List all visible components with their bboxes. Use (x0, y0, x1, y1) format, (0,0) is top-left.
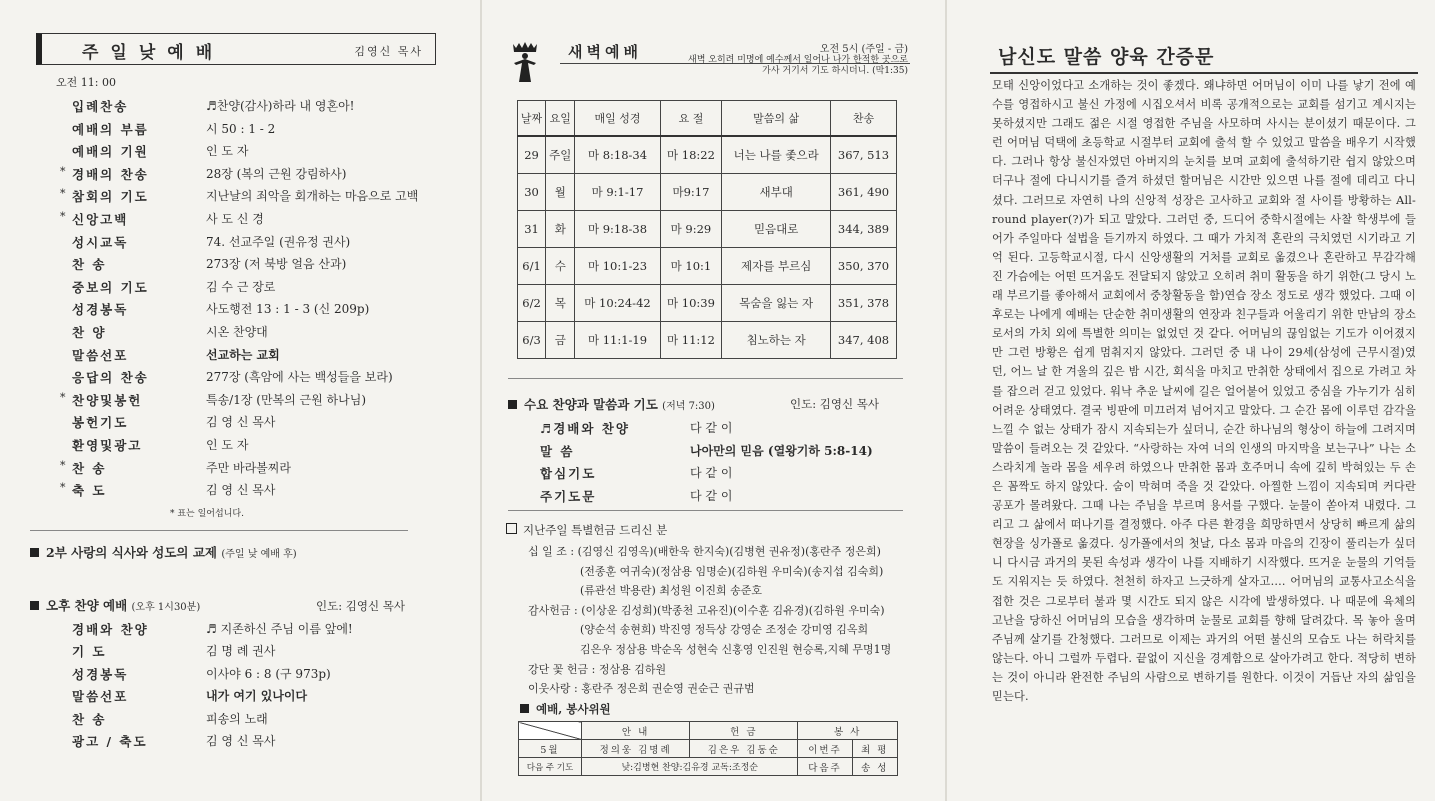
dawn-schedule-table (517, 100, 897, 359)
order-item-value: 74. 선교주일 (권유정 권사) (206, 234, 351, 249)
duty-header-row (519, 722, 898, 740)
offering-line: (전종훈 여귀숙)(정삼용 임명순)(김하원 우미숙)(송지섭 김숙희) (580, 564, 884, 578)
table-cell: 마 10:1 (660, 248, 722, 285)
table-cell: 목숨을 잃는 자 (722, 285, 831, 322)
order-item-label: 신앙고백 (72, 212, 129, 227)
order-item-value: 사 도 신 경 (206, 212, 264, 226)
table-cell: 목 (546, 285, 575, 322)
table-row (518, 174, 897, 211)
column-header: 날짜 (518, 101, 546, 137)
order-item-value: 김 수 근 장로 (206, 279, 276, 294)
duty-cell: 정의웅 김명례 (582, 740, 690, 758)
afternoon-title: 오후 찬양 예배 (46, 598, 128, 613)
column-header: 요일 (546, 101, 575, 137)
order-item-value: 김 영 신 목사 (206, 483, 276, 498)
table-cell: 마 10:39 (660, 285, 722, 322)
table-cell: 마 9:29 (660, 211, 722, 248)
table-row (518, 322, 897, 359)
order-item-label: 입례찬송 (72, 99, 129, 114)
order-item-label: 찬양및봉헌 (72, 392, 143, 408)
table-cell: 30 (518, 174, 546, 211)
duty-cell: 김은우 김동순 (690, 740, 798, 758)
table-cell: 361, 490 (831, 174, 897, 211)
order-item-label: 성경봉독 (72, 302, 129, 318)
duty-head-offering: 헌 금 (690, 722, 798, 740)
order-item-label: 말 씀 (540, 443, 575, 459)
offering-line: (양순석 송현희) 박진영 정득상 강영순 조정순 강미영 김옥희 (580, 623, 869, 637)
table-cell: 너는 나를 좇으라 (722, 136, 831, 174)
afternoon-leader: 인도: 김영신 목사 (316, 599, 405, 613)
order-item-label: 봉헌기도 (72, 415, 129, 431)
stand-marker: * (60, 187, 66, 201)
dawn-time-block (648, 44, 908, 77)
table-cell: 마 10:1-23 (575, 248, 660, 285)
table-cell: 6/3 (518, 322, 546, 359)
divider (508, 378, 903, 379)
duty-head-service: 봉 사 (798, 722, 898, 740)
offerings-heading (506, 522, 667, 538)
order-item-label: 예배의 부름 (72, 121, 149, 137)
table-row (518, 285, 897, 322)
afternoon-heading (30, 596, 200, 614)
order-item-value: 김 명 례 권사 (206, 644, 276, 659)
table-row (518, 136, 897, 174)
order-item-label: 찬 송 (72, 460, 107, 476)
column-header: 요 절 (660, 101, 722, 137)
table-cell: 29 (518, 136, 546, 174)
order-item-value: 김 영 신 목사 (206, 734, 276, 748)
table-cell: 마 9:1-17 (575, 174, 660, 211)
order-item-label: ♬경배와 찬양 (540, 421, 630, 436)
column-dawn-wednesday (490, 0, 930, 801)
order-item-value: 주만 바라볼찌라 (206, 460, 291, 475)
order-item-label: 기 도 (72, 644, 107, 660)
table-cell: 믿음대로 (722, 211, 831, 248)
column-testimony (960, 0, 1435, 801)
table-cell: 351, 378 (831, 285, 897, 322)
order-item-value: 김 영 신 목사 (206, 415, 276, 430)
table-cell: 367, 513 (831, 136, 897, 174)
duty-cell: 다음주 (798, 758, 852, 776)
table-cell: 마 11:1-19 (575, 322, 660, 359)
order-item-label: 응답의 찬송 (72, 370, 149, 386)
order-item-label: 찬 송 (72, 711, 107, 727)
order-item-label: 광고 / 축도 (72, 734, 148, 749)
part2-sub: (주일 낮 예배 후) (221, 549, 297, 560)
order-item-value: ♬찬양(감사)하라 내 영혼아! (206, 99, 355, 113)
duty-row (519, 740, 898, 758)
order-item-value: 선교하는 교회 (206, 347, 280, 362)
wednesday-title: 수요 찬양과 말씀과 기도 (524, 397, 658, 412)
offering-line: 감사헌금 : (이상운 김성희)(박종천 고유진)(이수훈 김유경)(김하원 우미숙) (528, 603, 885, 617)
order-item-value: 다 같 이 (690, 488, 733, 503)
order-item-label: 중보의 기도 (72, 279, 149, 295)
offering-line: 김은우 정삼용 박순옥 성현숙 신홍영 인진원 현승록,지혜 무명1명 (580, 643, 892, 656)
sunday-title-box (36, 33, 436, 65)
column-sunday-worship (0, 0, 470, 801)
offering-line: 강단 꽃 헌금 : 정삼용 김하원 (528, 662, 667, 676)
order-item-value: 다 같 이 (690, 466, 733, 480)
dawn-time: 오전 5시 (주일 - 금) (819, 44, 908, 55)
order-item-value: 피송의 노래 (206, 711, 268, 726)
square-bullet-icon (508, 400, 517, 409)
duty-cell: 다음 주 기도 (519, 758, 582, 776)
duty-heading (520, 701, 611, 717)
offerings-title: 지난주일 특별헌금 드리신 분 (523, 523, 668, 537)
wednesday-heading (508, 395, 715, 413)
duty-cell: 이번주 (798, 740, 852, 758)
diagonal-cell (519, 722, 582, 740)
order-item-label: 주기도문 (540, 488, 597, 504)
wednesday-leader: 인도: 김영신 목사 (790, 397, 879, 411)
table-cell: 350, 370 (831, 248, 897, 285)
table-header-row (518, 101, 897, 137)
order-item-label: 말씀선포 (72, 347, 129, 363)
table-cell: 새부대 (722, 174, 831, 211)
table-cell: 6/1 (518, 248, 546, 285)
order-item-label: 성시교독 (72, 234, 129, 250)
offering-line: 십 일 조 : (김영신 김영옥)(배한욱 한지숙)(김병현 권유정)(홍란주 정은희) (528, 545, 881, 558)
square-bullet-icon (520, 704, 529, 713)
order-item-value: 인 도 자 (206, 144, 249, 159)
order-item-value: 지난날의 죄악을 회개하는 마음으로 고백 (206, 189, 419, 204)
order-item-label: 경배의 찬송 (72, 166, 149, 182)
table-row (518, 211, 897, 248)
table-cell: 금 (546, 322, 575, 359)
praying-figure-icon (510, 40, 540, 84)
table-cell: 344, 389 (831, 211, 897, 248)
fold-line-right (945, 0, 947, 801)
table-cell: 31 (518, 211, 546, 248)
part2-heading (30, 543, 297, 561)
order-item-label: 찬 양 (72, 325, 107, 340)
order-item-value: 28장 (복의 근원 강림하사) (206, 166, 347, 181)
order-item-value: 다 같 이 (690, 421, 733, 435)
table-cell: 마 9:18-38 (575, 211, 660, 248)
order-item-value: 내가 여기 있나이다 (206, 689, 308, 704)
table-cell: 6/2 (518, 285, 546, 322)
order-item-value: 이사야 6 : 8 (구 973p) (206, 666, 331, 681)
table-cell: 침노하는 자 (722, 322, 831, 359)
duty-title: 예배, 봉사위원 (536, 702, 611, 716)
stand-marker: * (60, 164, 66, 178)
table-cell: 월 (546, 174, 575, 211)
order-item-label: 찬 송 (72, 257, 107, 273)
fold-line-left (480, 0, 482, 801)
sunday-title: 주일낮예배 (82, 43, 225, 63)
order-item-label: 경배와 찬양 (72, 622, 149, 637)
offering-line: 이웃사랑 : 홍란주 정은희 권순영 권순근 권규범 (528, 682, 755, 696)
order-item-value: 나아만의 믿음 (열왕기하 5:8-14) (690, 443, 873, 458)
duty-cell: 송 성 (852, 758, 897, 776)
table-cell: 347, 408 (831, 322, 897, 359)
duty-head-usher: 안 내 (582, 722, 690, 740)
order-item-label: 예배의 기원 (72, 144, 149, 160)
order-item-value: 특송/1장 (만복의 근원 하나님) (206, 392, 366, 407)
part2-title: 2부 사랑의 식사와 성도의 교제 (46, 545, 218, 560)
standing-note: * 표는 일어섭니다. (170, 509, 244, 519)
square-bullet-icon (30, 548, 39, 557)
testimony-title: 남신도 말씀 양육 간증문 (998, 46, 1215, 68)
table-cell: 주일 (546, 136, 575, 174)
order-item-label: 참회의 기도 (72, 189, 149, 205)
divider (508, 510, 903, 511)
stand-marker: * (60, 390, 66, 404)
table-cell: 마 8:18-34 (575, 136, 660, 174)
column-header: 매일 성경 (575, 101, 660, 137)
order-item-label: 말씀선포 (72, 689, 129, 705)
duty-cell: 최 평 (852, 740, 897, 758)
order-item-value: ♬ 지존하신 주님 이름 앞에! (206, 622, 353, 636)
table-cell: 마 18:22 (660, 136, 722, 174)
square-bullet-icon (30, 601, 39, 610)
order-item-value: 273장 (저 북방 얼음 산과) (206, 257, 347, 272)
order-item-value: 사도행전 13 : 1 - 3 (신 209p) (206, 302, 370, 317)
checkbox-icon (506, 523, 517, 534)
sunday-time: 오전 11: 00 (56, 76, 116, 89)
column-header: 찬송 (831, 101, 897, 137)
dawn-title: 새벽예배 (568, 43, 642, 61)
order-item-label: 환영및광고 (72, 438, 143, 453)
divider (30, 530, 408, 531)
column-header: 말씀의 삶 (722, 101, 831, 137)
order-item-value: 인 도 자 (206, 438, 249, 452)
table-cell: 제자를 부르심 (722, 248, 831, 285)
table-cell: 마9:17 (660, 174, 722, 211)
stand-marker: * (60, 481, 66, 495)
wednesday-sub: (저녁 7:30) (662, 401, 715, 412)
duty-row (519, 758, 898, 776)
table-cell: 화 (546, 211, 575, 248)
testimony-underline (990, 72, 1418, 74)
stand-marker: * (60, 458, 66, 472)
table-cell: 수 (546, 248, 575, 285)
duty-cell: 낮:김병현 찬양:김유경 교독:조정순 (582, 758, 798, 776)
sunday-preacher: 김영신 목사 (354, 45, 423, 58)
afternoon-sub: (오후 1시30분) (131, 602, 201, 613)
order-item-value: 시온 찬양대 (206, 325, 268, 339)
table-row (518, 248, 897, 285)
duty-cell: 5월 (519, 740, 582, 758)
order-item-value: 277장 (흑암에 사는 백성들을 보라) (206, 370, 393, 385)
duty-table (518, 721, 898, 776)
testimony-body: 모태 신앙이었다고 소개하는 것이 좋겠다. 왜냐하면 어머님이 이미 나를 낳기 전에 예수를 영접하시고 불신 가정에 시집오셔서 비록 공개적으로는 교회를 섬기고 계시지는 못하셨지만 그래도 젊은 시절 영접한 주님을 사모하며 사시는 분이셨기 때문이다. 그런 어머님 덕택에 초등학교 시절부터 교회에 출석 할 수 있었고 말씀을 배우기 시작했다. 그러나 항상 불신자였던 아버지의 눈치를 보며 교회에 출석하기란 쉽지 않았으며 더구나 절에 다니시기를 즐겨 하셨던 할머님은 시간만 있으면 나를 절에 데리고 다니셨다. 그러므로 자연히 나의 신앙적 성장은 고사하고 교회와 절 사이를 방황하는 All-round player(?)가 되고 말았다. 그러던 중, 드디어 중학시절에는 사찰 학생부에 들어가 주일마다 설법을 듣기까지 하였다. 그 때가 가치적 혼란의 극치였던 시기라고 기억 된다. 고등학교시절, 다시 신앙생활의 거처를 교회로 옮겼으나 혼란하고 무감각해진 가슴에는 어떤 뜨거움도 전달되지 않았고 오히려 취미 활동을 하기 위한(그 당시 노래 부르기를 좋아해서 교회에서 중창활동을 함)연습 장소 정도로 생각 했었다. 그때 이후로는 나에게 예배는 단순한 취미생활의 연장과 친구들과 어울리기 위한 만남의 장소로서의 가치 외에 특별한 의미는 없었던 것 같다. 어머님의 끊임없는 기도가 이어졌지만 그런 방황은 쉽게 멈춰지지 않았다. 그러던 중 내 나이 29세(삼성에 근무시절)였던, 어느 날 한 겨울의 깊은 밤 시간, 회식을 마치고 만취한 상태에서 집으로 가려고 차를 잡으러 걷고 있었다. 워낙 추운 날씨에 길은 얼어붙어 있었고 중심을 가누기가 심히 어려운 상태였다. 결국 빙판에 미끄러져 넘어지고 말았다. 그 순간 몸에 이루던 감각을 느낄 수 없는 상태가 잠시 지속되는가 싶더니, 순간 하나님의 형상이 하늘에 그려지며 말씀이 들려오는 것 같았다. “사랑하는 자여 너의 인생의 마지막을 보는구나” 나는 소스라치게 놀라 몸을 세우려 하였으나 만취한 몸과 호주머니 속에 깊히 박혀있는 두 손은 꼼짝도 하지 않았다. 숨이 막혀며 죽을 것 같았다. 아찔한 느낌이 지속되며 커다란 공포가 몰려왔다. 그때 나는 주님을 부르며 용서를 구했다. 눈물이 쏟아져 내렸다. 그리고 그 삶에서 떠나기를 결정했다. 아주 다른 환경을 희망하면서 상당히 빠르게 삶의 현장을 싱가폴로 옮겼다. 싱가폴에서의 첫날, 다소 몸과 마음의 긴장이 풀리는가 싶더니 다시금 과거의 못된 속성과 생각이 나를 지배하기 시작했다. 뜨거운 눈물의 기억들도 지워지는 듯 하였다. 천천히 하자고 느긋하게 살자고.... 어머님의 교통사고소식을 접한 것은 그로부터 불과 몇 시간도 되지 않은 시각에 발생하였다. 나 때문에 육체의 고난을 당하신 어머님의 모습을 생각하며 눈물로 교회를 향해 달려갔다. 목 놓아 울며 주님께 살기를 간청했다. 그러므로 이제는 과거의 어떤 불신의 모습도 나는 허락치를 않는다. 아니 그럴까 두렵다. 끝없이 지신을 경계함으로 살아가려고 한다. 적당히 변하는 것이 아니라 완전한 주님의 사람으로 변하기를 원한다. 이것이 거듭난 자의 삶임을 믿는다. (992, 79, 1416, 703)
order-item-label: 성경봉독 (72, 666, 129, 682)
table-cell: 마 10:24-42 (575, 285, 660, 322)
table-cell: 마 11:12 (660, 322, 722, 359)
offering-line: (류관선 박용란) 최성원 이진희 송준호 (580, 584, 762, 598)
order-item-label: 축 도 (72, 483, 107, 499)
order-item-label: 합심기도 (540, 466, 597, 481)
dawn-verse: 새벽 오히려 미명에 예수께서 일어나 나가 한적한 곳으로 가사 거기서 기도 하시더니. (막1:35) (688, 55, 908, 76)
stand-marker: * (60, 210, 66, 223)
order-item-value: 시 50 : 1 - 2 (206, 121, 276, 136)
